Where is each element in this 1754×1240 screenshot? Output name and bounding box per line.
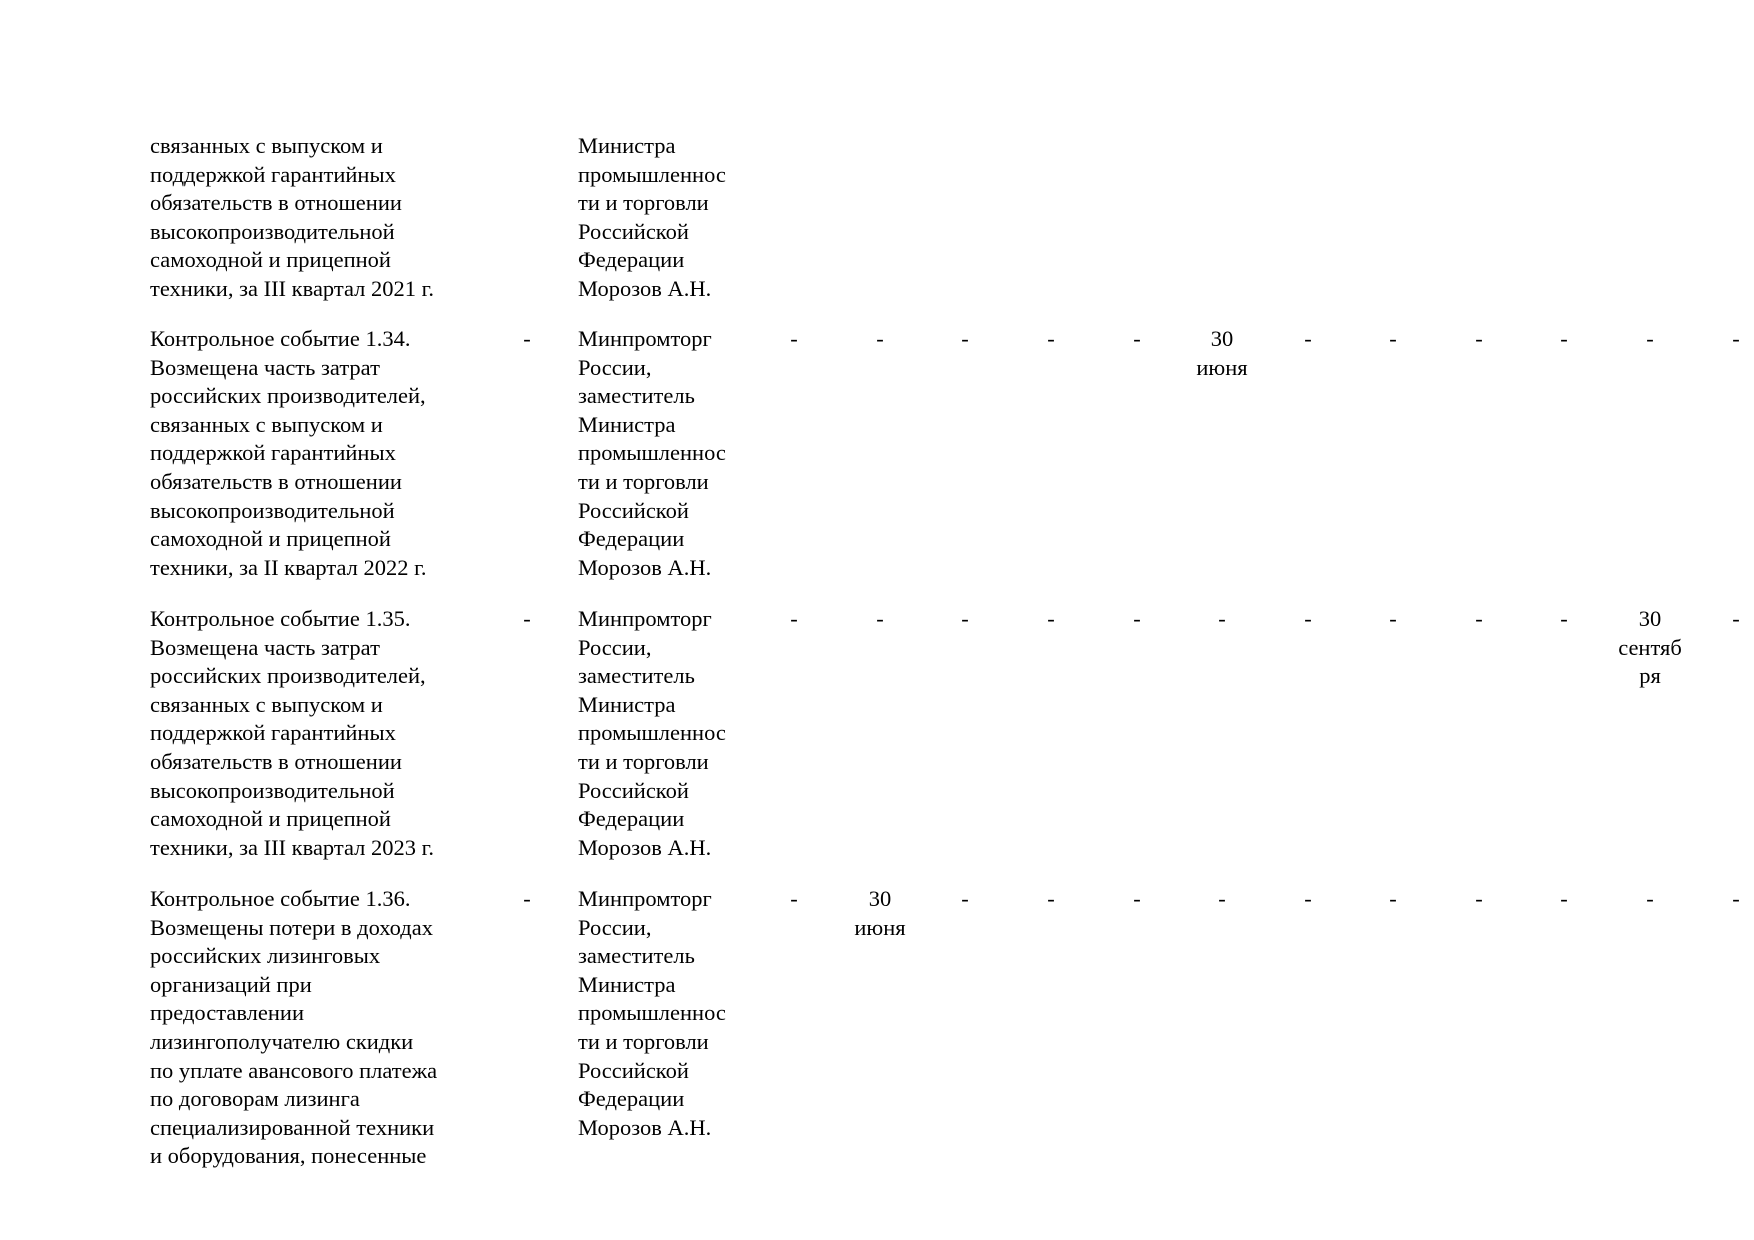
period-cell: - bbox=[1304, 886, 1312, 911]
period-cell: 30 июня bbox=[1196, 326, 1248, 380]
responsible-executor: Минпромторг России, заместитель Министра промышленнос ти и торговли Российской Федерации Морозов А.Н. bbox=[578, 326, 726, 580]
period-cell: - bbox=[1560, 326, 1568, 351]
period-cell: - bbox=[1047, 886, 1055, 911]
period-cell: - bbox=[1133, 326, 1141, 351]
period-cell: - bbox=[1389, 886, 1397, 911]
period-cell: - bbox=[1218, 886, 1226, 911]
period-cell: - bbox=[1475, 886, 1483, 911]
event-mark: - bbox=[523, 606, 531, 631]
period-cell: - bbox=[1218, 606, 1226, 631]
period-cell: - bbox=[1475, 606, 1483, 631]
responsible-executor: Минпромторг России, заместитель Министра промышленнос ти и торговли Российской Федерации Морозов А.Н. bbox=[578, 886, 726, 1140]
period-cell: - bbox=[790, 326, 798, 351]
event-description: связанных с выпуском и поддержкой гарантийных обязательств в отношении высокопроизводительной самоходной и прицепной техники, за III квартал 2021 г. bbox=[150, 133, 434, 301]
period-cell: - bbox=[1133, 606, 1141, 631]
period-cell: - bbox=[1047, 606, 1055, 631]
period-cell: - bbox=[876, 326, 884, 351]
period-cell: - bbox=[1389, 606, 1397, 631]
period-cell: - bbox=[1732, 886, 1740, 911]
period-cell: - bbox=[1646, 886, 1654, 911]
period-cell: - bbox=[1732, 606, 1740, 631]
event-description: Контрольное событие 1.34. Возмещена часть затрат российских производителей, связанных с выпуском и поддержкой гарантийных обязательств в отношении высокопроизводительной самоходной и прицепной техники, за II квартал 2022 г. bbox=[150, 326, 427, 580]
period-cell: - bbox=[1475, 326, 1483, 351]
period-cell: - bbox=[1304, 326, 1312, 351]
event-description: Контрольное событие 1.35. Возмещена часть затрат российских производителей, связанных с выпуском и поддержкой гарантийных обязательств в отношении высокопроизводительной самоходной и прицепной техники, за III квартал 2023 г. bbox=[150, 606, 434, 860]
responsible-executor: Минпромторг России, заместитель Министра промышленнос ти и торговли Российской Федерации Морозов А.Н. bbox=[578, 606, 726, 860]
period-cell: - bbox=[790, 606, 798, 631]
period-cell: - bbox=[1133, 886, 1141, 911]
period-cell: - bbox=[961, 326, 969, 351]
period-cell: 30 июня bbox=[854, 886, 906, 940]
period-cell: - bbox=[961, 886, 969, 911]
responsible-executor: Министра промышленнос ти и торговли Российской Федерации Морозов А.Н. bbox=[578, 133, 726, 301]
event-mark: - bbox=[523, 326, 531, 351]
period-cell: - bbox=[790, 886, 798, 911]
period-cell: - bbox=[1560, 606, 1568, 631]
period-cell: - bbox=[961, 606, 969, 631]
event-mark: - bbox=[523, 886, 531, 911]
period-cell: - bbox=[1732, 326, 1740, 351]
period-cell: - bbox=[1646, 326, 1654, 351]
period-cell: - bbox=[1560, 886, 1568, 911]
period-cell: - bbox=[876, 606, 884, 631]
event-description: Контрольное событие 1.36. Возмещены потери в доходах российских лизинговых организаций при предоставлении лизингополучателю скидки по уплате авансового платежа по договорам лизинга специализированной техники и оборудования, понесенные bbox=[150, 886, 438, 1169]
period-cell: - bbox=[1304, 606, 1312, 631]
period-cell: - bbox=[1389, 326, 1397, 351]
period-cell: - bbox=[1047, 326, 1055, 351]
period-cell: 30 сентяб ря bbox=[1618, 606, 1682, 689]
